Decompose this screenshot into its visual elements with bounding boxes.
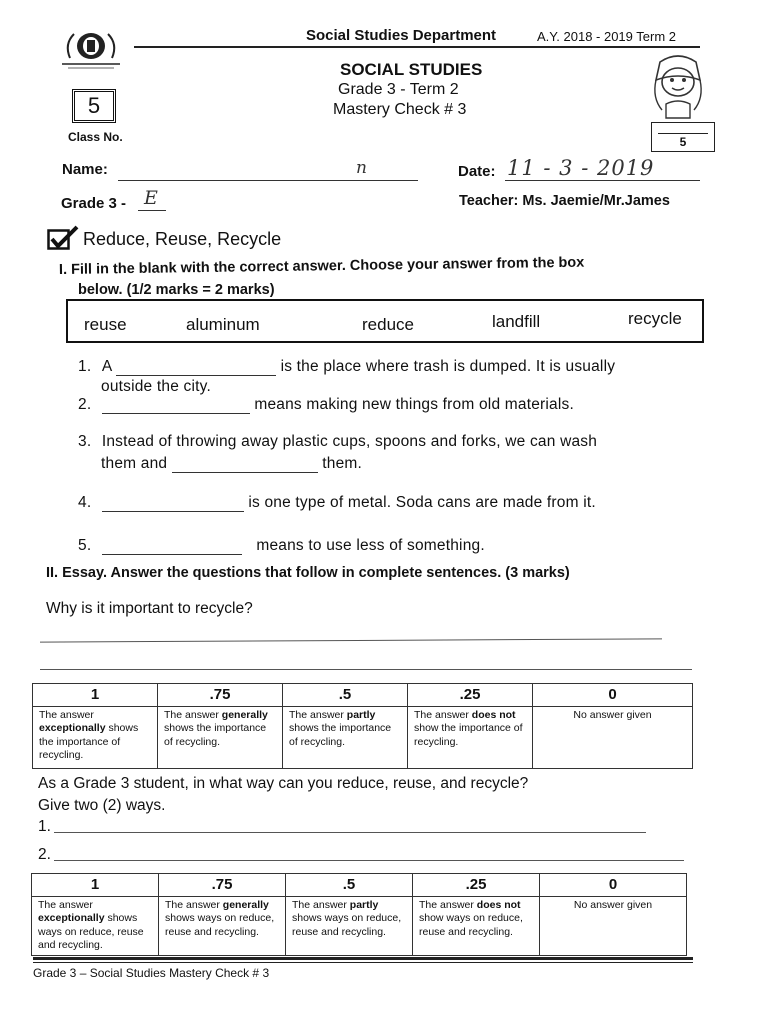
score-box [651, 122, 715, 152]
header-rule [134, 46, 700, 48]
date-label: Date: [458, 163, 496, 180]
academic-year: A.Y. 2018 - 2019 Term 2 [537, 29, 677, 44]
answer-blank[interactable] [102, 554, 242, 555]
rubric-criteria-row [32, 896, 687, 956]
footer-rule [33, 957, 693, 960]
essay-question-1: Why is it important to recycle? [46, 600, 253, 617]
word-bank-item: aluminum [186, 315, 260, 334]
score-header: 1 [32, 874, 159, 897]
word-bank-item: reuse [84, 315, 127, 334]
answer-line[interactable] [40, 638, 662, 642]
footer-rule-thin [33, 962, 693, 963]
question-4: 4. is one type of metal. Soda cans are made from it. [78, 494, 596, 511]
rubric-criterion: The answer generally shows the importance of recycling. [158, 706, 283, 768]
answer-line[interactable] [40, 669, 692, 670]
rubric-criterion: The answer does not show ways on reduce, reuse and recycling. [413, 896, 540, 956]
rubric-table-1 [32, 683, 693, 769]
score-header: .75 [159, 874, 286, 897]
rubric-criterion: No answer given [533, 706, 693, 768]
score-header: .25 [408, 684, 533, 707]
answer-blank[interactable] [102, 413, 250, 414]
section-value: E [144, 187, 158, 209]
footer-text: Grade 3 – Social Studies Mastery Check # 3 [33, 966, 270, 980]
mastery-check-title: Mastery Check # 3 [333, 101, 467, 118]
score-divider [658, 133, 708, 134]
name-field [118, 160, 418, 181]
part1-instruction-line1: I. Fill in the blank with the correct answer. Choose your answer from the box [58, 254, 585, 278]
checked-box-icon [47, 225, 79, 251]
grade-term: Grade 3 - Term 2 [338, 81, 459, 98]
rubric-criterion: The answer exceptionally shows ways on reduce, reuse and recycling. [32, 896, 159, 956]
score-header: 0 [540, 874, 687, 897]
answer-item-1: 1. [38, 818, 51, 835]
score-header: .5 [286, 874, 413, 897]
subject-title: SOCIAL STUDIES [340, 60, 483, 79]
word-bank-item: landfill [492, 312, 541, 331]
answer-item-2: 2. [38, 846, 51, 863]
mascot-illustration [642, 52, 714, 124]
question-2: 2. means making new things from old materials. [78, 396, 574, 413]
school-logo [54, 26, 128, 72]
question-3: 3. Instead of throwing away plastic cups, spoons and forks, we can wash [78, 433, 598, 450]
rubric-criterion: The answer partly shows the importance of recycling. [283, 706, 408, 768]
score-header: .75 [158, 684, 283, 707]
question-1-continued: outside the city. [101, 378, 211, 395]
date-value: 11 - 3 - 2019 [507, 156, 655, 180]
word-bank-item: recycle [628, 309, 682, 328]
rubric-criterion: No answer given [540, 896, 687, 956]
class-no-label: Class No. [68, 130, 123, 144]
word-bank-item: reduce [362, 315, 414, 334]
question-1: 1. A is the place where trash is dumped. It is usually [78, 358, 616, 375]
score-header: .25 [413, 874, 540, 897]
score-header: .5 [283, 684, 408, 707]
rubric-criterion: The answer does not show the importance of recycling. [408, 706, 533, 768]
score-header: 1 [33, 684, 158, 707]
class-number-box [72, 89, 116, 123]
department-label: Social Studies Department [306, 27, 497, 44]
answer-line[interactable] [54, 832, 646, 833]
score-value: 5 [679, 135, 687, 149]
rubric-criteria-row [33, 706, 693, 768]
word-bank-box [66, 299, 704, 343]
rubric-criterion: The answer exceptionally shows the importance of recycling. [33, 706, 158, 768]
rubric-criterion: The answer partly shows ways on reduce, reuse and recycling. [286, 896, 413, 956]
essay-question-2-line1: As a Grade 3 student, in what way can you reduce, reuse, and recycle? [38, 775, 529, 792]
name-value: n [356, 158, 367, 178]
teacher-label: Teacher: Ms. Jaemie/Mr.James [459, 193, 670, 209]
answer-blank[interactable] [172, 472, 318, 473]
class-number-value: 5 [87, 93, 101, 118]
topic-heading: Reduce, Reuse, Recycle [83, 229, 282, 249]
question-5: 5. means to use less of something. [78, 537, 485, 554]
part1-instruction-line2: below. (1/2 marks = 2 marks) [78, 282, 275, 298]
name-label: Name: [62, 161, 108, 178]
score-header: 0 [533, 684, 693, 707]
rubric-table-2 [31, 873, 687, 956]
essay-question-2-line2: Give two (2) ways. [38, 797, 166, 814]
rubric-criterion: The answer generally shows ways on reduce, reuse and recycling. [159, 896, 286, 956]
answer-blank[interactable] [102, 511, 244, 512]
part2-instruction: II. Essay. Answer the questions that follow in complete sentences. (3 marks) [46, 565, 570, 581]
rubric-score-row [33, 684, 693, 707]
answer-blank[interactable] [116, 375, 276, 376]
question-3-continued: them and them. [101, 455, 363, 472]
grade-label: Grade 3 - [61, 195, 127, 212]
date-field [505, 158, 700, 181]
rubric-score-row [32, 874, 687, 897]
answer-line[interactable] [54, 860, 684, 861]
section-field [138, 187, 166, 211]
